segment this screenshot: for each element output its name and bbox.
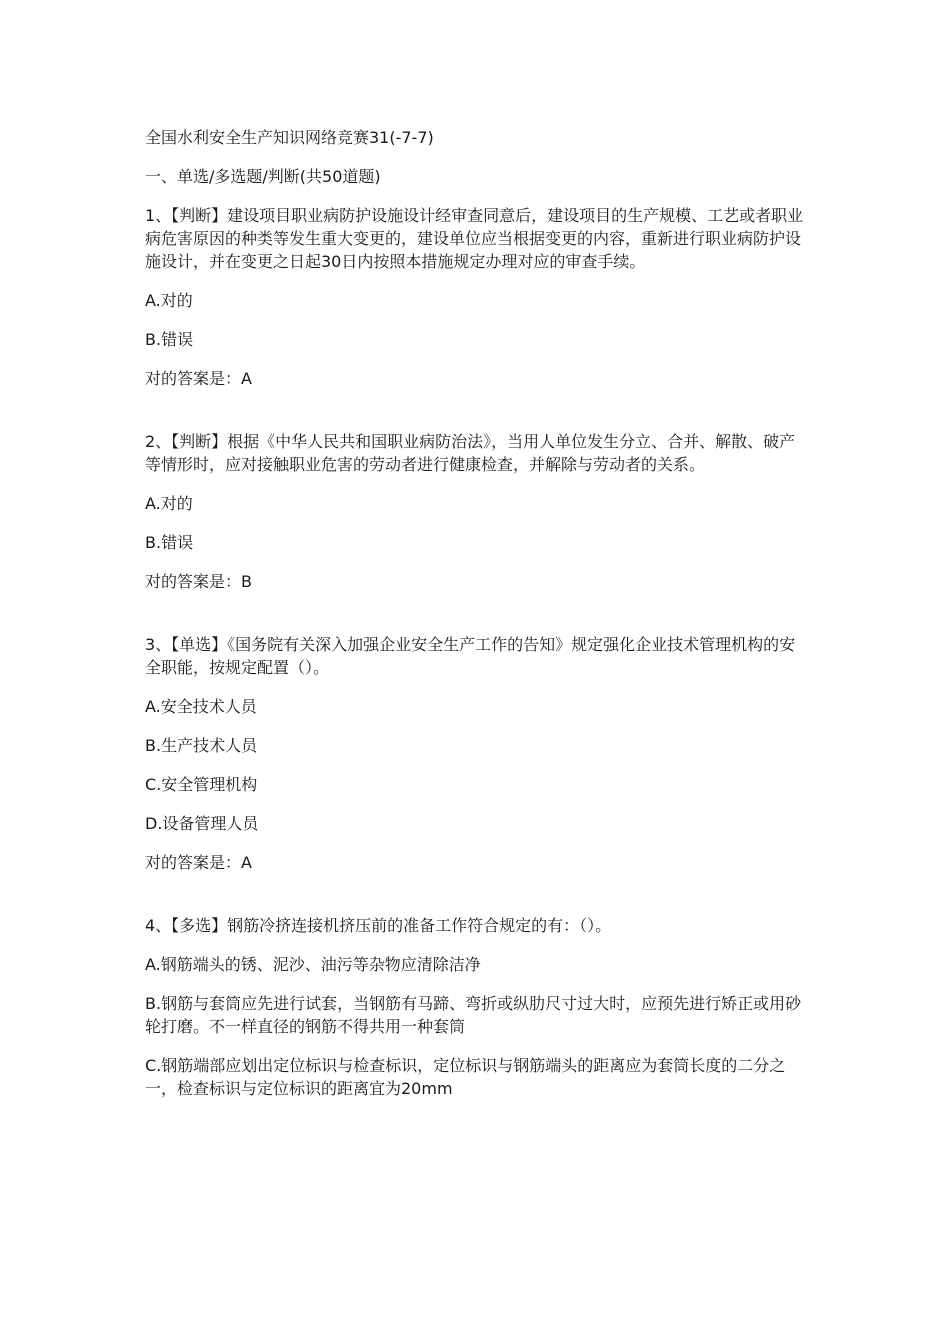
- option-b: B.错误: [145, 330, 194, 349]
- question-stem: 3、【单选】《国务院有关深入加强企业安全生产工作的告知》规定强化企业技术管理机构的安全职能，按规定配置（）。: [145, 635, 796, 677]
- document-content: [145, 126, 810, 1116]
- option-b: B.生产技术人员: [145, 736, 258, 755]
- question-3: [145, 633, 810, 874]
- section-heading: 一、单选/多选题/判断(共50道题): [145, 167, 381, 186]
- option-d: D.设备管理人员: [145, 814, 259, 833]
- question-stem: 4、【多选】钢筋冷挤连接机挤压前的准备工作符合规定的有：（）。: [145, 916, 612, 935]
- question-2: [145, 430, 810, 593]
- option-b: B.错误: [145, 533, 194, 552]
- question-stem: 1、【判断】建设项目职业病防护设施设计经审查同意后，建设项目的生产规模、工艺或者职业病危害原因的种类等发生重大变更的，建设单位应当根据变更的内容，重新进行职业病防护设施设计，并在变更之日起30日内按照本措施规定办理对应的审查手续。: [145, 206, 804, 271]
- question-4: [145, 914, 810, 1100]
- option-b: B.钢筋与套筒应先进行试套，当钢筋有马蹄、弯折或纵肋尺寸过大时，应预先进行矫正或用砂轮打磨。不一样直径的钢筋不得共用一种套筒: [145, 994, 802, 1036]
- option-a: A.钢筋端头的锈、泥沙、油污等杂物应清除洁净: [145, 955, 481, 974]
- question-answer: 对的答案是：A: [145, 853, 252, 872]
- document-title: 全国水利安全生产知识网络竞赛31(-7-7): [145, 128, 434, 147]
- question-answer: 对的答案是：B: [145, 572, 252, 591]
- option-a: A.对的: [145, 494, 193, 513]
- question-1: [145, 204, 810, 390]
- option-a: A.安全技术人员: [145, 697, 257, 716]
- option-c: C.钢筋端部应划出定位标识与检查标识，定位标识与钢筋端头的距离应为套筒长度的二分之一，检查标识与定位标识的距离宜为20mm: [145, 1056, 786, 1098]
- option-a: A.对的: [145, 291, 193, 310]
- question-stem: 2、【判断】根据《中华人民共和国职业病防治法》，当用人单位发生分立、合并、解散、破产等情形时，应对接触职业危害的劳动者进行健康检查，并解除与劳动者的关系。: [145, 432, 796, 474]
- question-answer: 对的答案是：A: [145, 369, 252, 388]
- option-c: C.安全管理机构: [145, 775, 258, 794]
